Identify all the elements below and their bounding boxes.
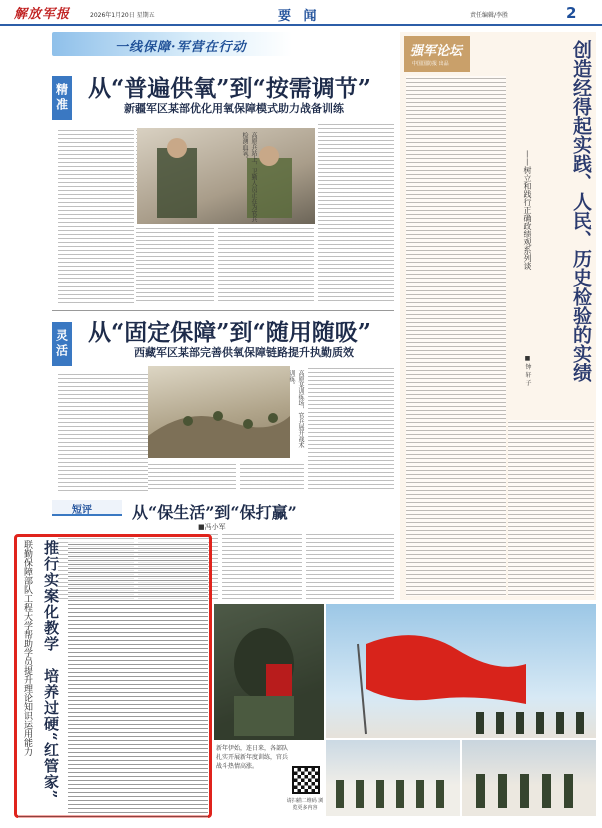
article1-photo xyxy=(137,128,315,224)
article3-subtitle: 联勤保障部队工程大学帮助学员提升理论知识运用能力 xyxy=(22,540,32,756)
forum-byline: ■ 钟 轩 子 xyxy=(524,355,531,386)
commentary-body xyxy=(222,532,302,602)
masthead-logo: 解放军报 xyxy=(14,7,71,22)
bottom-photo-formation-1 xyxy=(326,740,460,816)
article2-photo xyxy=(148,366,290,458)
forum-logo-sub: 中国国防报 出品 xyxy=(412,61,449,67)
divider xyxy=(52,310,394,311)
article2-body xyxy=(240,462,304,492)
issue-date: 2026年1月20日 星期五 xyxy=(90,12,155,19)
article1-body xyxy=(318,122,394,304)
article1-title: 从“普遍供氧”到“按需调节” xyxy=(88,75,371,102)
article1-body xyxy=(58,128,134,306)
article2-tag: 灵活 xyxy=(52,322,72,366)
article1-body xyxy=(218,226,314,304)
article1-subtitle: 新疆军区某部优化用氧保障模式助力战备训练 xyxy=(124,102,344,115)
forum-logo: 强军论坛 xyxy=(410,44,463,59)
commentary-title: 从“保生活”到“保打赢” xyxy=(132,503,297,522)
banner-title: 一线保障·军营在行动 xyxy=(115,40,247,55)
qr-label: 请扫描二维码 浏览更多内容 xyxy=(286,798,324,811)
article2-subtitle: 西藏军区某部完善供氧保障链路提升执勤质效 xyxy=(134,346,354,359)
article3-title: 推行实案化教学 培养过硬“红管家” xyxy=(42,540,60,800)
forum-body xyxy=(406,76,506,596)
bottom-photo-formation-2 xyxy=(462,740,596,816)
article2-photo-caption: 高原某训练场，官兵展开战术训练。 xyxy=(288,370,304,448)
qr-code[interactable] xyxy=(292,766,320,794)
editors-note: 责任编辑/李胜 xyxy=(470,12,509,19)
article2-body xyxy=(58,372,148,492)
section-title: 要 闻 xyxy=(278,9,321,24)
article2-body xyxy=(308,366,394,492)
article1-photo-caption: 高原兵站上，卫勤人员正在为官兵检测血氧。 xyxy=(241,132,257,222)
article1-tag: 精准 xyxy=(52,76,72,120)
page-number: 2 xyxy=(566,4,577,22)
forum-body xyxy=(508,420,594,596)
forum-subtitle: ——树立和践行正确政绩观系列谈 xyxy=(523,150,532,270)
forum-title: 创造经得起实践、人民、历史检验的实绩 xyxy=(570,40,592,382)
article3-body xyxy=(68,542,208,814)
article2-title: 从“固定保障”到“随用随吸” xyxy=(88,319,371,346)
commentary-byline: ■冯小军 xyxy=(198,523,226,531)
bottom-photo-main xyxy=(214,604,324,740)
article1-body xyxy=(136,226,214,304)
bottom-photo-flag xyxy=(326,604,596,738)
bottom-photo-caption: 新年伊始，连日来，各部队扎实开展新年度训练，官兵战斗热情高涨。 xyxy=(216,745,289,770)
commentary-tag-label: 短评 xyxy=(72,505,92,516)
commentary-body xyxy=(306,532,394,602)
article2-body xyxy=(148,462,236,492)
article3-body xyxy=(18,814,208,818)
